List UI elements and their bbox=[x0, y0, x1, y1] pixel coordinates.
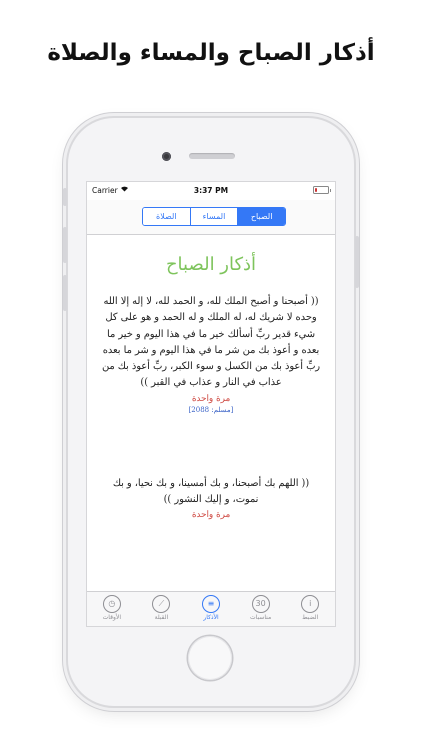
silent-switch bbox=[63, 188, 67, 206]
phone-screen bbox=[86, 181, 336, 627]
tab-bar bbox=[87, 591, 335, 626]
section-title: أذكار الصباح bbox=[165, 254, 257, 275]
info-icon: i bbox=[301, 595, 319, 613]
dhikr-count: مرة واحدة bbox=[191, 393, 231, 404]
power-button bbox=[355, 236, 359, 288]
adhkar-content[interactable] bbox=[87, 235, 335, 595]
clock-icon: ◷ bbox=[103, 595, 121, 613]
tab-label: مناسبات bbox=[250, 614, 272, 621]
segment-2[interactable]: الصلاة bbox=[143, 208, 190, 225]
battery-level bbox=[315, 188, 317, 192]
front-camera bbox=[162, 152, 171, 161]
volume-down-button bbox=[63, 275, 67, 311]
tab-2[interactable] bbox=[186, 592, 236, 626]
carrier-label: Carrier bbox=[92, 186, 118, 195]
tab-label: الضبط bbox=[302, 614, 319, 621]
tab-label: القبلة bbox=[154, 614, 169, 621]
list-icon: ≡ bbox=[202, 595, 220, 613]
tab-1[interactable] bbox=[236, 592, 286, 626]
prayer-time-segmented-control bbox=[142, 207, 286, 226]
dhikr-count: مرة واحدة bbox=[191, 510, 231, 521]
segment-1[interactable]: المساء bbox=[190, 208, 238, 225]
home-button[interactable] bbox=[188, 636, 232, 680]
tab-0[interactable] bbox=[285, 592, 335, 626]
compass-icon: ⟋ bbox=[152, 595, 170, 613]
status-time: 3:37 PM bbox=[193, 186, 229, 195]
tab-label: الأذكار bbox=[203, 614, 219, 621]
dhikr-text: (( اللهم بك أصبحنا، و بك أمسينا، و بك نحيا، و بك نموت، و إليك النشور )) bbox=[112, 477, 310, 506]
calendar-30-icon: 30 bbox=[252, 595, 270, 613]
tab-4[interactable] bbox=[87, 592, 137, 626]
volume-up-button bbox=[63, 227, 67, 263]
battery-icon bbox=[313, 186, 329, 194]
navigation-bar bbox=[87, 200, 335, 235]
app-headline: أذكار الصباح والمساء والصلاة bbox=[47, 40, 375, 66]
tab-3[interactable] bbox=[137, 592, 187, 626]
dhikr-source: [مسلم: 2088] bbox=[188, 405, 234, 414]
earpiece-speaker bbox=[189, 153, 235, 159]
tab-label: الأوقات bbox=[102, 614, 121, 621]
segment-0[interactable]: الصباح bbox=[237, 208, 285, 225]
status-bar bbox=[87, 182, 335, 200]
dhikr-text: (( أصبحنا و أصبح الملك لله، و الحمد لله، لا إله إلا الله وحده لا شريك له، له الملك و له الحمد و هو على كل شيء قدير ربِّ أسألك خير ما في هذا اليوم و خير ما بعده و أعوذ بك من شر ما في هذا اليوم و شر ما بعده ربِّ أعوذ بك من الكسل و سوء الكبر، ربِّ أعوذ بك من عذاب في النار و عذاب في القبر )) bbox=[101, 296, 321, 389]
